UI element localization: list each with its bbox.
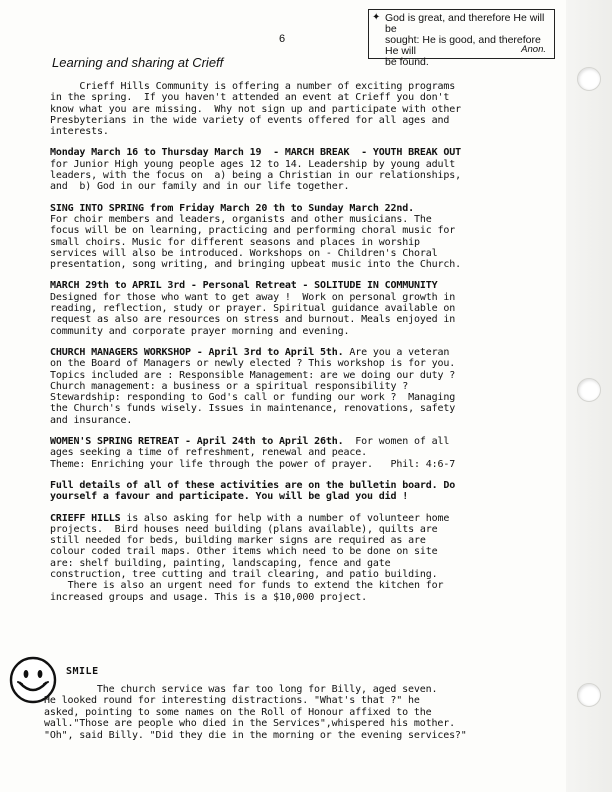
event-heading-tail: Are you a veteran	[343, 346, 450, 358]
event-heading-line	[50, 280, 562, 291]
event-heading: WOMEN'S SPRING RETREAT - April 24th to April 26th.	[50, 436, 344, 448]
page-number: 6	[279, 33, 286, 45]
event-church-managers-workshop	[50, 347, 562, 426]
volunteer-lead: CRIEFF HILLS	[50, 512, 121, 524]
text-line: community and corporate prayer morning and evening.	[50, 325, 350, 337]
text-line: construction, tree cutting and trail clearing, and patio building.	[50, 568, 438, 580]
text-line: services will also be introduced. Workshops on - Children's Choral	[50, 247, 438, 259]
event-heading: CHURCH MANAGERS WORKSHOP - April 3rd to April 5th.	[50, 346, 344, 358]
text-line: in the spring. If you haven't attended an event at Crieff you don't	[50, 92, 450, 104]
event-personal-retreat	[50, 280, 562, 336]
text-line: still needed for beds, building marker signs are required as are	[50, 535, 426, 547]
text-line: for Junior High young people ages 12 to 14. Leadership by young adult	[50, 158, 456, 170]
text-line: request as also are resources on stress and burnout. Meals enjoyed in	[50, 314, 456, 326]
quote-author: Anon.	[521, 44, 546, 55]
text-line: Topics included are : Responsible Management: are we doing our duty ?	[50, 369, 456, 381]
quote-line: God is great, and therefore He will be	[385, 12, 545, 35]
volunteer-paragraph	[50, 513, 562, 603]
article-body	[50, 81, 562, 613]
text-line: leaders, with the focus on a) being a Christian in our relationships,	[50, 170, 461, 182]
text-line: increased groups and usage. This is a $10,000 project.	[50, 591, 368, 603]
text-line	[50, 513, 562, 524]
text-line: interests.	[50, 126, 109, 138]
page-title: Learning and sharing at Crieff	[52, 55, 224, 70]
text-line: Crieff Hills Community is offering a number of exciting programs	[50, 81, 456, 92]
text-line: There is also an urgent need for funds to extend the kitchen for	[50, 580, 444, 592]
text-line: small choirs. Music for different seasons and places in worship	[50, 236, 420, 248]
text-line: "Oh", said Billy. "Did they die in the morning or the evening services?"	[44, 729, 467, 741]
text-line: projects. Bird houses need building (plans available), quilts are	[50, 523, 438, 535]
text-line: wall."Those are people who died in the Services",whispered his mother.	[44, 718, 455, 730]
text-line: focus will be on learning, practicing and performing choral music for	[50, 225, 456, 237]
text-line: on the Board of Managers or newly elected ? This workshop is for you.	[50, 358, 456, 370]
star-icon: ✦	[372, 12, 381, 23]
text-line	[50, 491, 562, 502]
text-line: Theme: Enriching your life through the power of prayer. Phil: 4:6-7	[50, 458, 456, 470]
text-line: know what you are missing. Why not sign up and participate with other	[50, 103, 461, 115]
event-sing-into-spring	[50, 203, 562, 271]
punch-hole-middle	[577, 378, 601, 402]
quote-line: be found.	[385, 56, 429, 68]
text-line: ages seeking a time of refreshment, renewal and peace.	[50, 447, 368, 459]
text-line: He looked round for interesting distractions. "What's that ?" he	[44, 695, 420, 707]
smile-joke	[44, 684, 564, 741]
text-line: presentation, song writing, and bringing upbeat music into the Church.	[50, 259, 461, 271]
intro-paragraph	[50, 81, 562, 137]
text-line: and b) God in our family and in our life together.	[50, 181, 350, 193]
emphasis-text: Full details of all of these activities are on the bulletin board. Do	[50, 479, 456, 491]
event-heading: MARCH 29th to APRIL 3rd - Personal Retreat - SOLITUDE IN COMMUNITY	[50, 280, 438, 292]
event-heading-line	[50, 436, 562, 447]
text-segment: is also asking for help with a number of volunteer home	[120, 512, 450, 524]
event-youth-break-out	[50, 147, 562, 192]
text-line: asked, pointing to some names on the Roll of Honour affixed to the	[44, 706, 432, 718]
event-heading-tail: For women of all	[343, 436, 450, 448]
text-line: are: shelf building, painting, landscaping, fence and gate	[50, 557, 391, 569]
event-heading-line	[50, 347, 562, 358]
text-line: For choir members and leaders, organists and other musicians. The	[50, 213, 432, 225]
text-line: Stewardship: responding to God's call or funding our work ? Managing	[50, 392, 456, 404]
text-line: Church management: a business or a spiritual responsibility ?	[50, 380, 409, 392]
event-heading-line	[50, 203, 562, 214]
quote-box	[368, 9, 555, 68]
text-line: and insurance.	[50, 414, 133, 426]
emphasis-text: yourself a favour and participate. You will be glad you did !	[50, 491, 409, 503]
text-line: the Church's funds wisely. Issues in maintenance, renovations, safety	[50, 403, 456, 415]
full-details-paragraph	[50, 480, 562, 503]
event-heading: SING INTO SPRING from Friday March 20 th to Sunday March 22nd.	[50, 202, 414, 214]
punch-hole-top	[577, 67, 601, 91]
text-line	[50, 480, 562, 491]
text-line: The church service was far too long for Billy, aged seven.	[44, 684, 438, 695]
text-line: Designed for those who want to get away ! Work on personal growth in	[50, 291, 456, 303]
text-line: colour coded trail maps. Other items which need to be done on site	[50, 546, 438, 558]
text-line: reading, reflection, study or prayer. Spiritual guidance available on	[50, 303, 456, 315]
text-line: Presbyterians in the wide variety of events offered for all ages and	[50, 114, 450, 126]
punch-hole-bottom	[577, 683, 601, 707]
event-heading: Monday March 16 to Thursday March 19 - MARCH BREAK - YOUTH BREAK OUT	[50, 147, 461, 159]
event-womens-spring-retreat	[50, 436, 562, 470]
event-heading-line	[50, 147, 562, 158]
smile-heading: SMILE	[66, 666, 99, 677]
quote-line: sought: He is good, and therefore He will	[385, 34, 541, 57]
